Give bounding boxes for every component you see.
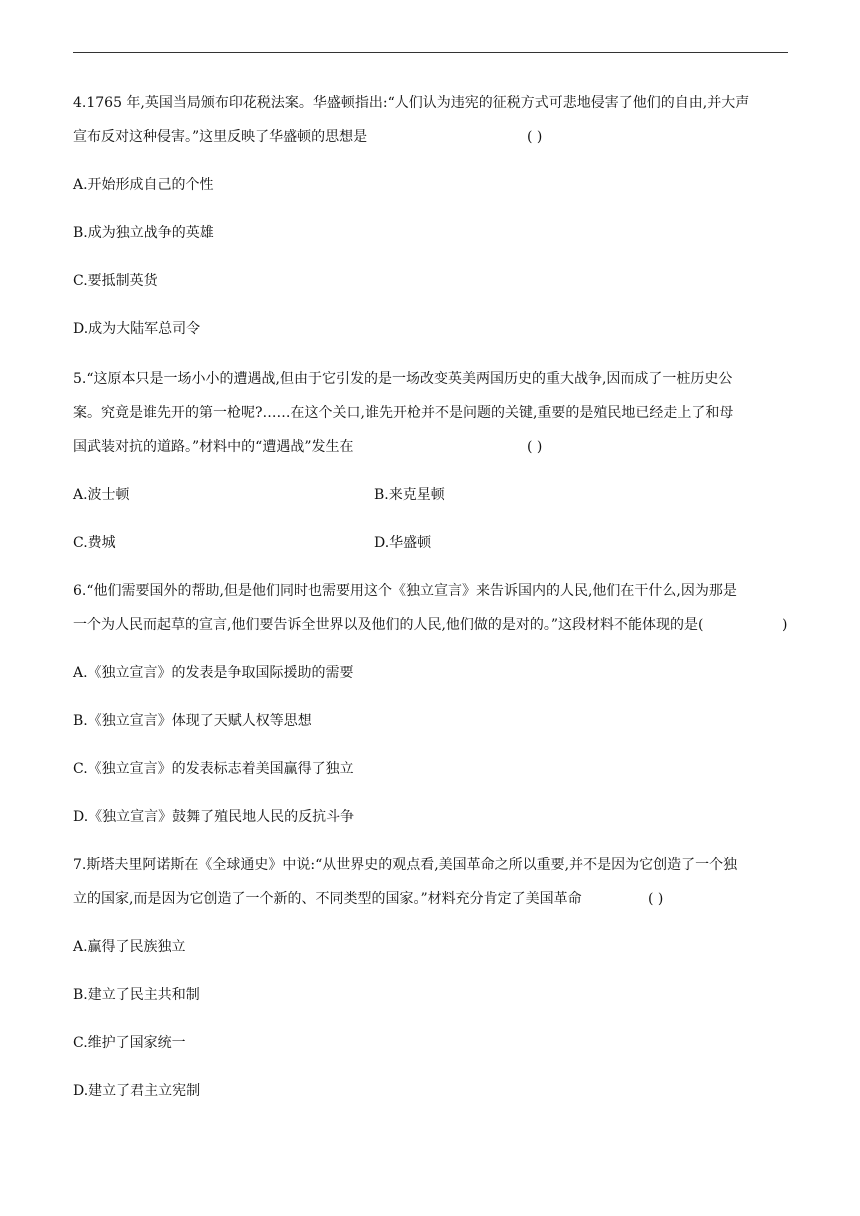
question-5-option-a: A.波士顿 xyxy=(73,487,130,503)
question-7-option-a: A.赢得了民族独立 xyxy=(73,939,186,955)
question-5-stem-line-1: 5.“这原本只是一场小小的遭遇战,但由于它引发的是一场改变英美两国历史的重大战争,因而成了一桩历史公 xyxy=(73,371,733,387)
question-4-option-b: B.成为独立战争的英雄 xyxy=(73,225,214,241)
question-4-answer-paren: ( ) xyxy=(527,129,543,145)
question-5-stem-line-3: 国武装对抗的道路。”材料中的“遭遇战”发生在 xyxy=(73,439,354,455)
question-6-option-c: C.《独立宣言》的发表标志着美国赢得了独立 xyxy=(73,761,354,777)
question-7-option-c: C.维护了国家统一 xyxy=(73,1035,186,1051)
question-6-option-a: A.《独立宣言》的发表是争取国际援助的需要 xyxy=(73,665,354,681)
question-5-option-d: D.华盛顿 xyxy=(374,535,432,551)
question-7-stem-line-1: 7.斯塔夫里阿诺斯在《全球通史》中说:“从世界史的观点看,美国革命之所以重要,并不是因为它创造了一个独 xyxy=(73,857,738,873)
question-5-option-b: B.来克星顿 xyxy=(374,487,445,503)
question-7-option-d: D.建立了君主立宪制 xyxy=(73,1083,201,1099)
question-4-option-a: A.开始形成自己的个性 xyxy=(73,177,214,193)
question-5-stem-line-2: 案。究竟是谁先开的第一枪呢?……在这个关口,谁先开枪并不是问题的关键,重要的是殖民地已经走上了和母 xyxy=(73,405,734,421)
question-4-option-c: C.要抵制英货 xyxy=(73,273,158,289)
header-rule xyxy=(73,52,788,53)
question-6-option-d: D.《独立宣言》鼓舞了殖民地人民的反抗斗争 xyxy=(73,809,355,825)
question-7-stem-line-2: 立的国家,而是因为它创造了一个新的、不同类型的国家。”材料充分肯定了美国革命 xyxy=(73,891,582,907)
question-6-stem-line-1: 6.“他们需要国外的帮助,但是他们同时也需要用这个《独立宣言》来告诉国内的人民,他们在干什么,因为那是 xyxy=(73,583,737,599)
question-7-option-b: B.建立了民主共和制 xyxy=(73,987,200,1003)
question-6-stem-line-2: 一个为人民而起草的宣言,他们要告诉全世界以及他们的人民,他们做的是对的。”这段材料不能体现的是( xyxy=(73,617,704,633)
question-5-answer-paren: ( ) xyxy=(527,439,543,455)
question-4-option-d: D.成为大陆军总司令 xyxy=(73,321,201,337)
question-6-answer-paren: ) xyxy=(782,617,788,633)
question-6-option-b: B.《独立宣言》体现了天赋人权等思想 xyxy=(73,713,312,729)
question-5-option-c: C.费城 xyxy=(73,535,116,551)
question-4-stem-line-1: 4.1765 年,英国当局颁布印花税法案。华盛顿指出:“人们认为违宪的征税方式可悲地侵害了他们的自由,并大声 xyxy=(73,95,750,111)
question-7-answer-paren: ( ) xyxy=(648,891,664,907)
question-4-stem-line-2: 宣布反对这种侵害。”这里反映了华盛顿的思想是 xyxy=(73,129,368,145)
